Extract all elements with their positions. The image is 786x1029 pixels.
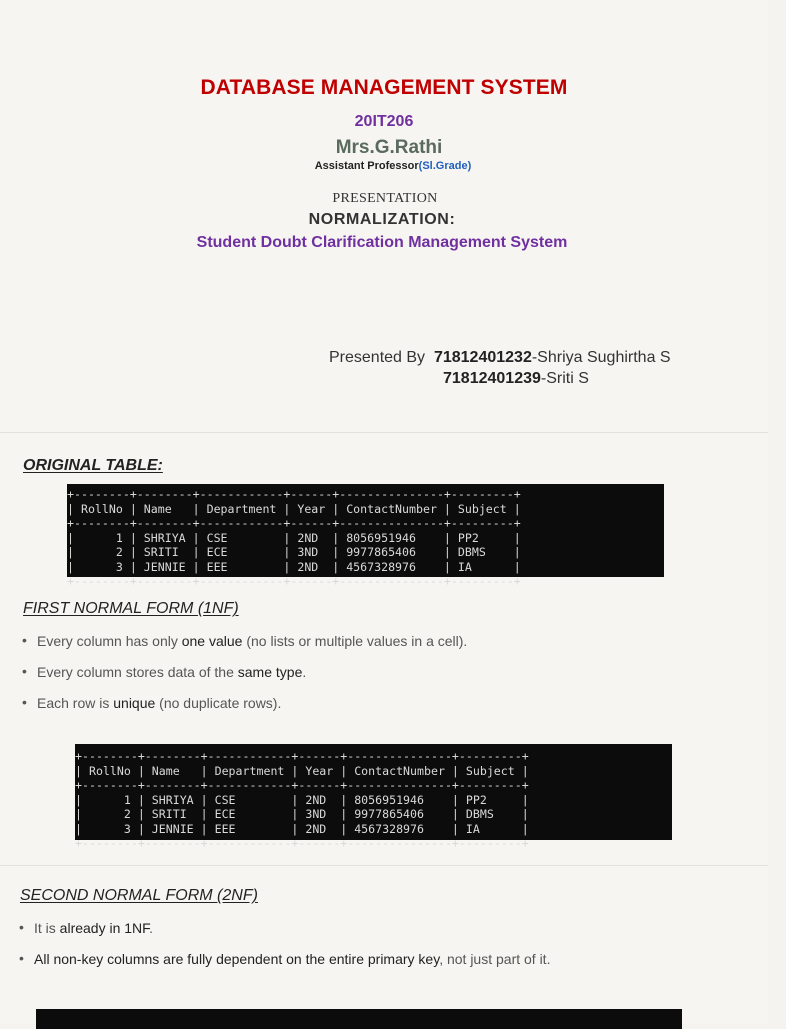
bullet-item: • Each row is unique (no duplicate rows). bbox=[22, 695, 467, 711]
project-title: Student Doubt Clarification Management System bbox=[196, 234, 568, 251]
second-nf-table-screenshot bbox=[36, 1009, 682, 1029]
designation-text: Assistant Professor bbox=[314, 160, 419, 172]
presenter-name: -Sriti S bbox=[540, 370, 589, 387]
bullet-item: • It is already in 1NF. bbox=[19, 920, 550, 951]
first-nf-bullets bbox=[22, 633, 467, 711]
first-nf-heading: FIRST NORMAL FORM (1NF) bbox=[23, 600, 239, 617]
presenter-roll: 71812401232 bbox=[433, 349, 532, 366]
professor-name: Mrs.G.Rathi bbox=[335, 137, 443, 158]
bullet-item: • Every column has only one value (no lists or multiple values in a cell). bbox=[22, 633, 467, 664]
ascii-table: +--------+--------+------------+------+---------------+---------+ | RollNo | Name | Department | Year | ContactNumber | Subject | +--------+--------+------------+------+---------------+---------+ | 1 | SHRIYA | CSE | 2ND | 8056951946 | PP2 | | 2 | SRITI | ECE | 3ND | 9977865406 | DBMS | | 3 | JENNIE | EEE | 2ND | 4567328976 | IA | +--------+--------+------------+------+---------------+---------+ bbox=[67, 487, 521, 588]
presenter-roll: 71812401239 bbox=[443, 370, 541, 387]
original-table-screenshot bbox=[67, 484, 664, 588]
presenter-row bbox=[329, 368, 671, 389]
professor-designation bbox=[0, 160, 786, 172]
course-code: 20IT206 bbox=[354, 113, 414, 130]
designation-grade: (Sl.Grade) bbox=[418, 160, 472, 172]
bullet-item: • All non-key columns are fully dependent on the entire primary key, not just part of it. bbox=[19, 951, 550, 967]
presenter-row bbox=[329, 347, 671, 368]
topic-title: NORMALIZATION: bbox=[308, 211, 456, 228]
original-table-heading: ORIGINAL TABLE: bbox=[23, 457, 163, 474]
bullet-item: • Every column stores data of the same type. bbox=[22, 664, 467, 695]
ascii-table: +--------+--------+------------+------+---------------+---------+ | RollNo | Name | Department | Year | ContactNumber | Subject | +--------+--------+------------+------+---------------+---------+ | 1 | SHRIYA | CSE | 2ND | 8056951946 | PP2 | | 2 | SRITI | ECE | 3ND | 9977865406 | DBMS | | 3 | JENNIE | EEE | 2ND | 4567328976 | IA | +--------+--------+------------+------+---------------+---------+ bbox=[75, 749, 529, 850]
presenter-name: -Shriya Sughirtha S bbox=[531, 349, 671, 366]
second-nf-heading: SECOND NORMAL FORM (2NF) bbox=[20, 887, 258, 904]
presentation-label: PRESENTATION bbox=[332, 191, 438, 206]
second-normal-form-slide bbox=[0, 866, 768, 1024]
presentation-title: DATABASE MANAGEMENT SYSTEM bbox=[200, 76, 568, 99]
second-nf-bullets bbox=[19, 920, 550, 967]
first-normal-form-slide bbox=[0, 433, 768, 865]
title-slide bbox=[0, 0, 768, 432]
presented-by-block bbox=[329, 347, 671, 389]
presented-by-label: Presented By bbox=[329, 349, 426, 366]
first-nf-table-screenshot bbox=[75, 744, 672, 850]
